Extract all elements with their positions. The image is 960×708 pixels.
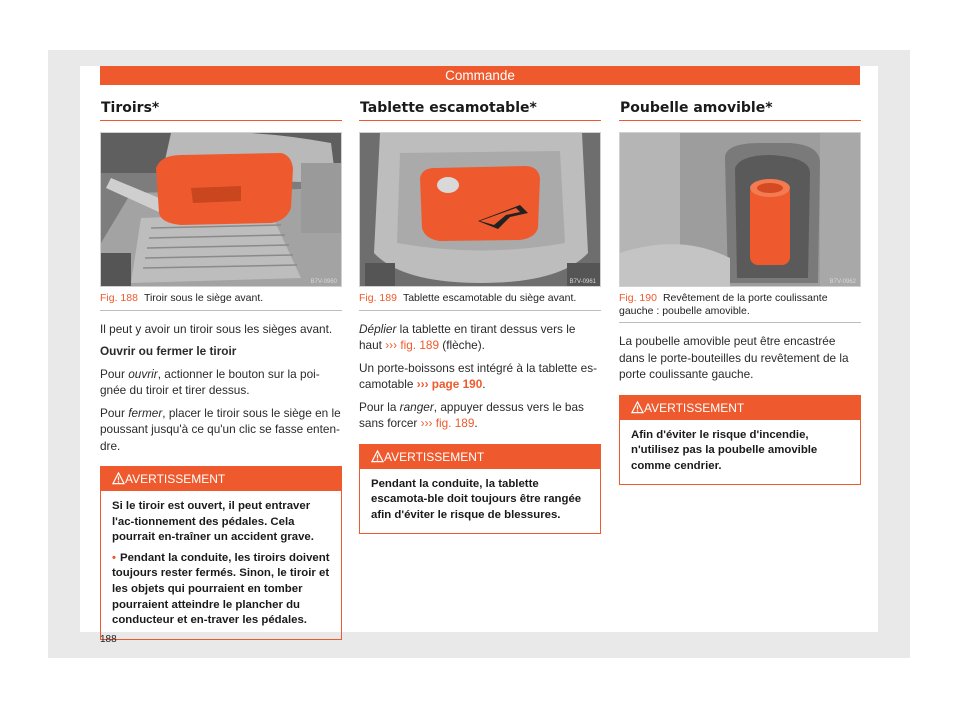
warning-triangle-icon	[631, 401, 644, 414]
chapter-header	[100, 66, 860, 85]
section-title: Poubelle amovible*	[619, 100, 861, 121]
warning-header	[101, 467, 341, 491]
section-body	[100, 321, 342, 455]
figure-number: Fig. 190	[619, 292, 657, 304]
warning-title: AVERTISSEMENT	[644, 400, 745, 415]
section-title: Tiroirs*	[100, 100, 342, 121]
paragraph: Un porte-boissons est intégré à la tablette es-camotable ››› page 190.	[359, 360, 598, 391]
page-number: 188	[100, 634, 117, 645]
section-removable-bin	[619, 100, 861, 485]
page-link[interactable]: ››› page 190	[416, 377, 483, 391]
warning-header	[620, 396, 860, 420]
figure-code: B7V-0961	[569, 279, 596, 285]
warning-box	[100, 466, 342, 640]
table-illustration	[360, 133, 601, 287]
figure-drawer-photo	[100, 132, 342, 287]
bin-illustration	[620, 133, 861, 287]
figure-table-photo	[359, 132, 601, 287]
drawer-illustration	[101, 133, 342, 287]
warning-triangle-icon	[371, 450, 384, 463]
section-body	[619, 333, 861, 383]
caption-text: Tablette escamotable du siège avant.	[402, 292, 577, 304]
caption-text: Revêtement de la porte coulissante gauche : poubelle amovible.	[619, 292, 828, 317]
warning-box	[359, 444, 601, 535]
section-fold-table	[359, 100, 601, 534]
section-drawers	[100, 100, 342, 640]
warning-paragraph: Si le tiroir est ouvert, il peut entraver l'ac-tionnement des pédales. Cela pourrait en-traîner un accident grave.	[112, 500, 314, 544]
paragraph: Pour ouvrir, actionner le bouton sur la poi-gnée du tiroir et tirer dessus.	[100, 366, 320, 397]
warning-paragraph: Pendant la conduite, la tablette escamota-ble doit toujours être rangée afin d'éviter le risque de blessures.	[371, 477, 582, 521]
section-body	[359, 321, 601, 432]
warning-title: AVERTISSEMENT	[125, 472, 226, 486]
figure-caption	[619, 287, 861, 323]
paragraph: Pour fermer, placer le tiroir sous le siège en le poussant jusqu'à ce qu'un clic se fasse enten-dre.	[100, 405, 341, 453]
warning-box	[619, 395, 861, 486]
paragraph: Déplier la tablette en tirant dessus vers le haut ››› fig. 189 (flèche).	[359, 321, 576, 352]
warning-text	[101, 491, 341, 639]
figure-code: B7V-0960	[310, 279, 337, 285]
chapter-title: Commande	[445, 68, 515, 83]
subheading: Ouvrir ou fermer le tiroir	[100, 344, 237, 358]
paragraph: Pour la ranger, appuyer dessus vers le bas sans forcer ››› fig. 189.	[359, 399, 584, 430]
figure-code: B7V-0962	[829, 279, 856, 285]
warning-title: AVERTISSEMENT	[384, 449, 485, 464]
section-title: Tablette escamotable*	[359, 100, 601, 121]
figure-bin-photo	[619, 132, 861, 287]
warning-header	[360, 445, 600, 469]
warning-text	[360, 469, 600, 534]
figure-link[interactable]: ››› fig. 189	[385, 338, 440, 352]
warning-bullet-item: • Pendant la conduite, les tiroirs doivent toujours rester fermés. Sinon, le tiroir et les objets qui pourraient en tomber pourraient atteindre le plancher du conducteur et en-traver les pédales.	[112, 551, 330, 627]
warning-text	[620, 420, 860, 485]
paragraph: Il peut y avoir un tiroir sous les sièges avant.	[100, 321, 333, 336]
figure-caption	[100, 287, 342, 311]
warning-triangle-icon	[112, 472, 125, 485]
figure-link[interactable]: ››› fig. 189	[420, 416, 475, 430]
figure-number: Fig. 189	[359, 292, 397, 304]
warning-paragraph: Afin d'éviter le risque d'incendie, n'utilisez pas la poubelle amovible comme cendrier.	[631, 428, 818, 472]
figure-number: Fig. 188	[100, 292, 138, 304]
caption-text: Tiroir sous le siège avant.	[143, 292, 264, 304]
paragraph: La poubelle amovible peut être encastrée dans le porte-bouteilles du revêtement de la porte coulissante gauche.	[619, 334, 849, 381]
figure-caption	[359, 287, 601, 311]
